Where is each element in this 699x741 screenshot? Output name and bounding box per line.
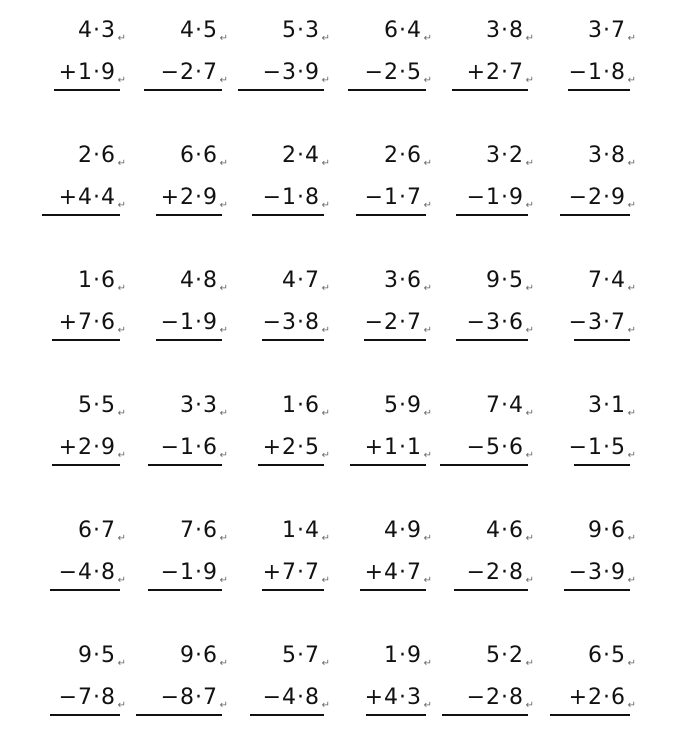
operator: − [568, 60, 588, 85]
bottom-number: 1·9 [486, 185, 524, 210]
operator: − [568, 560, 588, 585]
problem-4-6 [525, 393, 638, 473]
paragraph-mark-icon: ↵ [627, 533, 636, 544]
problem-4-1 [18, 393, 128, 473]
operator: − [466, 185, 486, 210]
top-number: 6·6 [180, 143, 218, 168]
top-number: 1·9 [384, 643, 422, 668]
answer-line [574, 464, 630, 466]
top-number: 7·4 [588, 268, 626, 293]
paragraph-mark-icon: ↵ [117, 33, 126, 44]
bottom-line [263, 685, 320, 711]
operator: + [364, 435, 384, 460]
operator: + [262, 435, 282, 460]
paragraph-mark-icon: ↵ [525, 200, 534, 211]
bottom-line [365, 60, 422, 86]
top-number: 1·6 [282, 393, 320, 418]
paragraph-mark-icon: ↵ [627, 33, 636, 44]
top-number: 3·7 [588, 18, 626, 43]
bottom-number: 8·7 [180, 685, 218, 710]
bottom-number: 3·6 [486, 310, 524, 335]
top-number: 3·8 [588, 143, 626, 168]
paragraph-mark-icon: ↵ [423, 283, 432, 294]
top-number: 7·6 [180, 518, 218, 543]
bottom-line [569, 60, 626, 86]
top-number: 6·5 [588, 643, 626, 668]
answer-line [366, 714, 426, 716]
bottom-number: 7·6 [78, 310, 116, 335]
bottom-number: 4·4 [78, 185, 116, 210]
answer-line [54, 89, 120, 91]
operator: + [364, 560, 384, 585]
answer-line [50, 589, 120, 591]
operator: − [466, 310, 486, 335]
operator: + [568, 685, 588, 710]
paragraph-mark-icon: ↵ [321, 325, 330, 336]
bottom-line [467, 685, 524, 711]
top-number: 1·6 [78, 268, 116, 293]
answer-line [456, 339, 528, 341]
answer-line [440, 464, 528, 466]
problem-2-5 [423, 143, 536, 223]
bottom-number: 1·6 [180, 435, 218, 460]
paragraph-mark-icon: ↵ [117, 575, 126, 586]
top-number: 4·3 [78, 18, 116, 43]
top-number: 9·6 [588, 518, 626, 543]
bottom-number: 1·9 [78, 60, 116, 85]
bottom-number: 3·9 [588, 560, 626, 585]
paragraph-mark-icon: ↵ [525, 450, 534, 461]
answer-line [148, 464, 222, 466]
problem-2-4 [321, 143, 434, 223]
paragraph-mark-icon: ↵ [321, 408, 330, 419]
bottom-line [161, 560, 218, 586]
bottom-line [467, 560, 524, 586]
bottom-line [569, 185, 626, 211]
operator: − [160, 310, 180, 335]
bottom-number: 4·3 [384, 685, 422, 710]
bottom-number: 2·9 [180, 185, 218, 210]
problem-6-4 [321, 643, 434, 723]
bottom-number: 1·8 [588, 60, 626, 85]
paragraph-mark-icon: ↵ [219, 700, 228, 711]
problem-5-5 [423, 518, 536, 598]
paragraph-mark-icon: ↵ [117, 408, 126, 419]
bottom-number: 3·9 [282, 60, 320, 85]
paragraph-mark-icon: ↵ [219, 533, 228, 544]
problem-3-3 [219, 268, 332, 348]
answer-line [442, 714, 528, 716]
paragraph-mark-icon: ↵ [525, 408, 534, 419]
bottom-number: 2·6 [588, 685, 626, 710]
problem-4-4 [321, 393, 434, 473]
answer-line [262, 589, 324, 591]
answer-line [148, 589, 222, 591]
bottom-number: 2·7 [180, 60, 218, 85]
answer-line [550, 714, 630, 716]
problem-1-2 [117, 18, 230, 98]
bottom-number: 1·7 [384, 185, 422, 210]
operator: + [58, 310, 78, 335]
bottom-number: 7·7 [282, 560, 320, 585]
paragraph-mark-icon: ↵ [627, 158, 636, 169]
bottom-line [365, 435, 422, 461]
operator: − [262, 60, 282, 85]
bottom-number: 1·8 [282, 185, 320, 210]
operator: − [58, 560, 78, 585]
top-number: 9·5 [486, 268, 524, 293]
operator: − [568, 310, 588, 335]
bottom-line [161, 685, 218, 711]
problem-4-5 [423, 393, 536, 473]
paragraph-mark-icon: ↵ [525, 700, 534, 711]
answer-line [136, 714, 222, 716]
bottom-number: 3·7 [588, 310, 626, 335]
paragraph-mark-icon: ↵ [117, 75, 126, 86]
bottom-line [569, 685, 626, 711]
bottom-number: 1·5 [588, 435, 626, 460]
bottom-number: 2·9 [588, 185, 626, 210]
top-number: 2·6 [78, 143, 116, 168]
problem-5-3 [219, 518, 332, 598]
bottom-number: 4·7 [384, 560, 422, 585]
top-number: 6·7 [78, 518, 116, 543]
problem-5-2 [117, 518, 230, 598]
paragraph-mark-icon: ↵ [423, 533, 432, 544]
bottom-number: 2·5 [384, 60, 422, 85]
bottom-line [59, 685, 116, 711]
top-number: 4·6 [486, 518, 524, 543]
paragraph-mark-icon: ↵ [219, 158, 228, 169]
top-number: 4·9 [384, 518, 422, 543]
paragraph-mark-icon: ↵ [219, 325, 228, 336]
bottom-line [365, 560, 422, 586]
problem-6-5 [423, 643, 536, 723]
answer-line [452, 89, 528, 91]
top-number: 3·8 [486, 18, 524, 43]
paragraph-mark-icon: ↵ [219, 200, 228, 211]
paragraph-mark-icon: ↵ [321, 658, 330, 669]
problem-3-6 [525, 268, 638, 348]
paragraph-mark-icon: ↵ [321, 450, 330, 461]
problem-1-4 [321, 18, 434, 98]
bottom-line [569, 435, 626, 461]
answer-line [252, 214, 324, 216]
bottom-line [59, 185, 116, 211]
paragraph-mark-icon: ↵ [525, 575, 534, 586]
answer-line [360, 589, 426, 591]
paragraph-mark-icon: ↵ [525, 75, 534, 86]
bottom-line [467, 310, 524, 336]
answer-line [456, 214, 528, 216]
answer-line [258, 464, 324, 466]
paragraph-mark-icon: ↵ [423, 325, 432, 336]
bottom-number: 4·8 [282, 685, 320, 710]
paragraph-mark-icon: ↵ [423, 75, 432, 86]
top-number: 3·6 [384, 268, 422, 293]
operator: − [262, 310, 282, 335]
bottom-line [161, 60, 218, 86]
paragraph-mark-icon: ↵ [321, 533, 330, 544]
paragraph-mark-icon: ↵ [423, 200, 432, 211]
problem-2-1 [18, 143, 128, 223]
answer-line [50, 714, 120, 716]
top-number: 9·5 [78, 643, 116, 668]
answer-line [364, 339, 426, 341]
operator: + [58, 185, 78, 210]
top-number: 3·2 [486, 143, 524, 168]
paragraph-mark-icon: ↵ [219, 75, 228, 86]
bottom-number: 2·7 [384, 310, 422, 335]
bottom-line [59, 560, 116, 586]
answer-line [144, 89, 222, 91]
paragraph-mark-icon: ↵ [219, 408, 228, 419]
problem-1-6 [525, 18, 638, 98]
bottom-line [569, 310, 626, 336]
paragraph-mark-icon: ↵ [117, 325, 126, 336]
operator: − [364, 185, 384, 210]
paragraph-mark-icon: ↵ [525, 325, 534, 336]
operator: − [364, 60, 384, 85]
answer-line [454, 589, 528, 591]
bottom-line [59, 310, 116, 336]
paragraph-mark-icon: ↵ [321, 75, 330, 86]
paragraph-mark-icon: ↵ [627, 700, 636, 711]
problem-6-2 [117, 643, 230, 723]
operator: − [568, 185, 588, 210]
problem-2-6 [525, 143, 638, 223]
paragraph-mark-icon: ↵ [219, 33, 228, 44]
bottom-line [263, 60, 320, 86]
paragraph-mark-icon: ↵ [423, 450, 432, 461]
paragraph-mark-icon: ↵ [117, 283, 126, 294]
paragraph-mark-icon: ↵ [423, 658, 432, 669]
bottom-number: 2·7 [486, 60, 524, 85]
operator: − [160, 560, 180, 585]
operator: − [364, 310, 384, 335]
problem-4-2 [117, 393, 230, 473]
bottom-line [263, 310, 320, 336]
problem-2-2 [117, 143, 230, 223]
bottom-line [365, 185, 422, 211]
paragraph-mark-icon: ↵ [627, 658, 636, 669]
paragraph-mark-icon: ↵ [321, 33, 330, 44]
problem-5-1 [18, 518, 128, 598]
paragraph-mark-icon: ↵ [321, 575, 330, 586]
bottom-line [569, 560, 626, 586]
problem-5-6 [525, 518, 638, 598]
top-number: 6·4 [384, 18, 422, 43]
paragraph-mark-icon: ↵ [627, 408, 636, 419]
operator: − [568, 435, 588, 460]
paragraph-mark-icon: ↵ [423, 408, 432, 419]
bottom-number: 5·6 [486, 435, 524, 460]
bottom-number: 2·8 [486, 560, 524, 585]
bottom-line [161, 435, 218, 461]
paragraph-mark-icon: ↵ [423, 33, 432, 44]
top-number: 4·5 [180, 18, 218, 43]
bottom-line [161, 310, 218, 336]
answer-line [564, 589, 630, 591]
top-number: 7·4 [486, 393, 524, 418]
top-number: 2·6 [384, 143, 422, 168]
paragraph-mark-icon: ↵ [321, 200, 330, 211]
problem-6-6 [525, 643, 638, 723]
paragraph-mark-icon: ↵ [627, 200, 636, 211]
paragraph-mark-icon: ↵ [117, 450, 126, 461]
operator: − [160, 685, 180, 710]
bottom-line [263, 185, 320, 211]
problem-5-4 [321, 518, 434, 598]
answer-line [238, 89, 324, 91]
bottom-number: 4·8 [78, 560, 116, 585]
top-number: 5·2 [486, 643, 524, 668]
problem-1-5 [423, 18, 536, 98]
operator: + [466, 60, 486, 85]
bottom-number: 7·8 [78, 685, 116, 710]
bottom-line [263, 560, 320, 586]
answer-line [574, 339, 630, 341]
operator: − [262, 685, 282, 710]
top-number: 2·4 [282, 143, 320, 168]
operator: + [58, 60, 78, 85]
answer-line [250, 714, 324, 716]
paragraph-mark-icon: ↵ [627, 450, 636, 461]
operator: − [262, 185, 282, 210]
paragraph-mark-icon: ↵ [525, 658, 534, 669]
problem-6-1 [18, 643, 128, 723]
operator: + [262, 560, 282, 585]
answer-line [156, 214, 222, 216]
problem-3-1 [18, 268, 128, 348]
answer-line [262, 339, 324, 341]
paragraph-mark-icon: ↵ [627, 283, 636, 294]
bottom-line [365, 685, 422, 711]
paragraph-mark-icon: ↵ [219, 283, 228, 294]
operator: + [58, 435, 78, 460]
paragraph-mark-icon: ↵ [219, 575, 228, 586]
paragraph-mark-icon: ↵ [117, 533, 126, 544]
operator: − [466, 435, 486, 460]
bottom-number: 2·8 [486, 685, 524, 710]
paragraph-mark-icon: ↵ [627, 325, 636, 336]
paragraph-mark-icon: ↵ [525, 533, 534, 544]
answer-line [52, 339, 120, 341]
problem-4-3 [219, 393, 332, 473]
bottom-line [59, 435, 116, 461]
bottom-number: 2·9 [78, 435, 116, 460]
problem-3-5 [423, 268, 536, 348]
operator: − [160, 435, 180, 460]
bottom-number: 1·9 [180, 310, 218, 335]
paragraph-mark-icon: ↵ [219, 450, 228, 461]
paragraph-mark-icon: ↵ [525, 283, 534, 294]
bottom-number: 3·8 [282, 310, 320, 335]
paragraph-mark-icon: ↵ [321, 700, 330, 711]
bottom-number: 1·9 [180, 560, 218, 585]
top-number: 5·5 [78, 393, 116, 418]
operator: − [160, 60, 180, 85]
top-number: 4·8 [180, 268, 218, 293]
paragraph-mark-icon: ↵ [423, 575, 432, 586]
bottom-line [467, 435, 524, 461]
paragraph-mark-icon: ↵ [525, 33, 534, 44]
paragraph-mark-icon: ↵ [117, 658, 126, 669]
paragraph-mark-icon: ↵ [321, 283, 330, 294]
operator: − [466, 560, 486, 585]
bottom-number: 1·1 [384, 435, 422, 460]
answer-line [348, 89, 426, 91]
problem-3-4 [321, 268, 434, 348]
problem-6-3 [219, 643, 332, 723]
top-number: 1·4 [282, 518, 320, 543]
paragraph-mark-icon: ↵ [627, 575, 636, 586]
paragraph-mark-icon: ↵ [117, 700, 126, 711]
top-number: 3·3 [180, 393, 218, 418]
paragraph-mark-icon: ↵ [321, 158, 330, 169]
bottom-line [161, 185, 218, 211]
bottom-number: 2·5 [282, 435, 320, 460]
paragraph-mark-icon: ↵ [627, 75, 636, 86]
problem-1-1 [18, 18, 128, 98]
bottom-line [467, 185, 524, 211]
top-number: 5·3 [282, 18, 320, 43]
operator: + [160, 185, 180, 210]
paragraph-mark-icon: ↵ [219, 658, 228, 669]
paragraph-mark-icon: ↵ [525, 158, 534, 169]
operator: − [466, 685, 486, 710]
problem-1-3 [219, 18, 332, 98]
answer-line [560, 214, 630, 216]
answer-line [356, 214, 426, 216]
top-number: 5·9 [384, 393, 422, 418]
problem-2-3 [219, 143, 332, 223]
problem-3-2 [117, 268, 230, 348]
paragraph-mark-icon: ↵ [117, 158, 126, 169]
top-number: 5·7 [282, 643, 320, 668]
answer-line [42, 214, 120, 216]
top-number: 9·6 [180, 643, 218, 668]
operator: + [364, 685, 384, 710]
paragraph-mark-icon: ↵ [117, 200, 126, 211]
top-number: 3·1 [588, 393, 626, 418]
bottom-line [263, 435, 320, 461]
paragraph-mark-icon: ↵ [423, 158, 432, 169]
answer-line [52, 464, 120, 466]
bottom-line [365, 310, 422, 336]
bottom-line [467, 60, 524, 86]
operator: − [58, 685, 78, 710]
paragraph-mark-icon: ↵ [423, 700, 432, 711]
top-number: 4·7 [282, 268, 320, 293]
answer-line [156, 339, 222, 341]
bottom-line [59, 60, 116, 86]
answer-line [350, 464, 426, 466]
answer-line [568, 89, 630, 91]
